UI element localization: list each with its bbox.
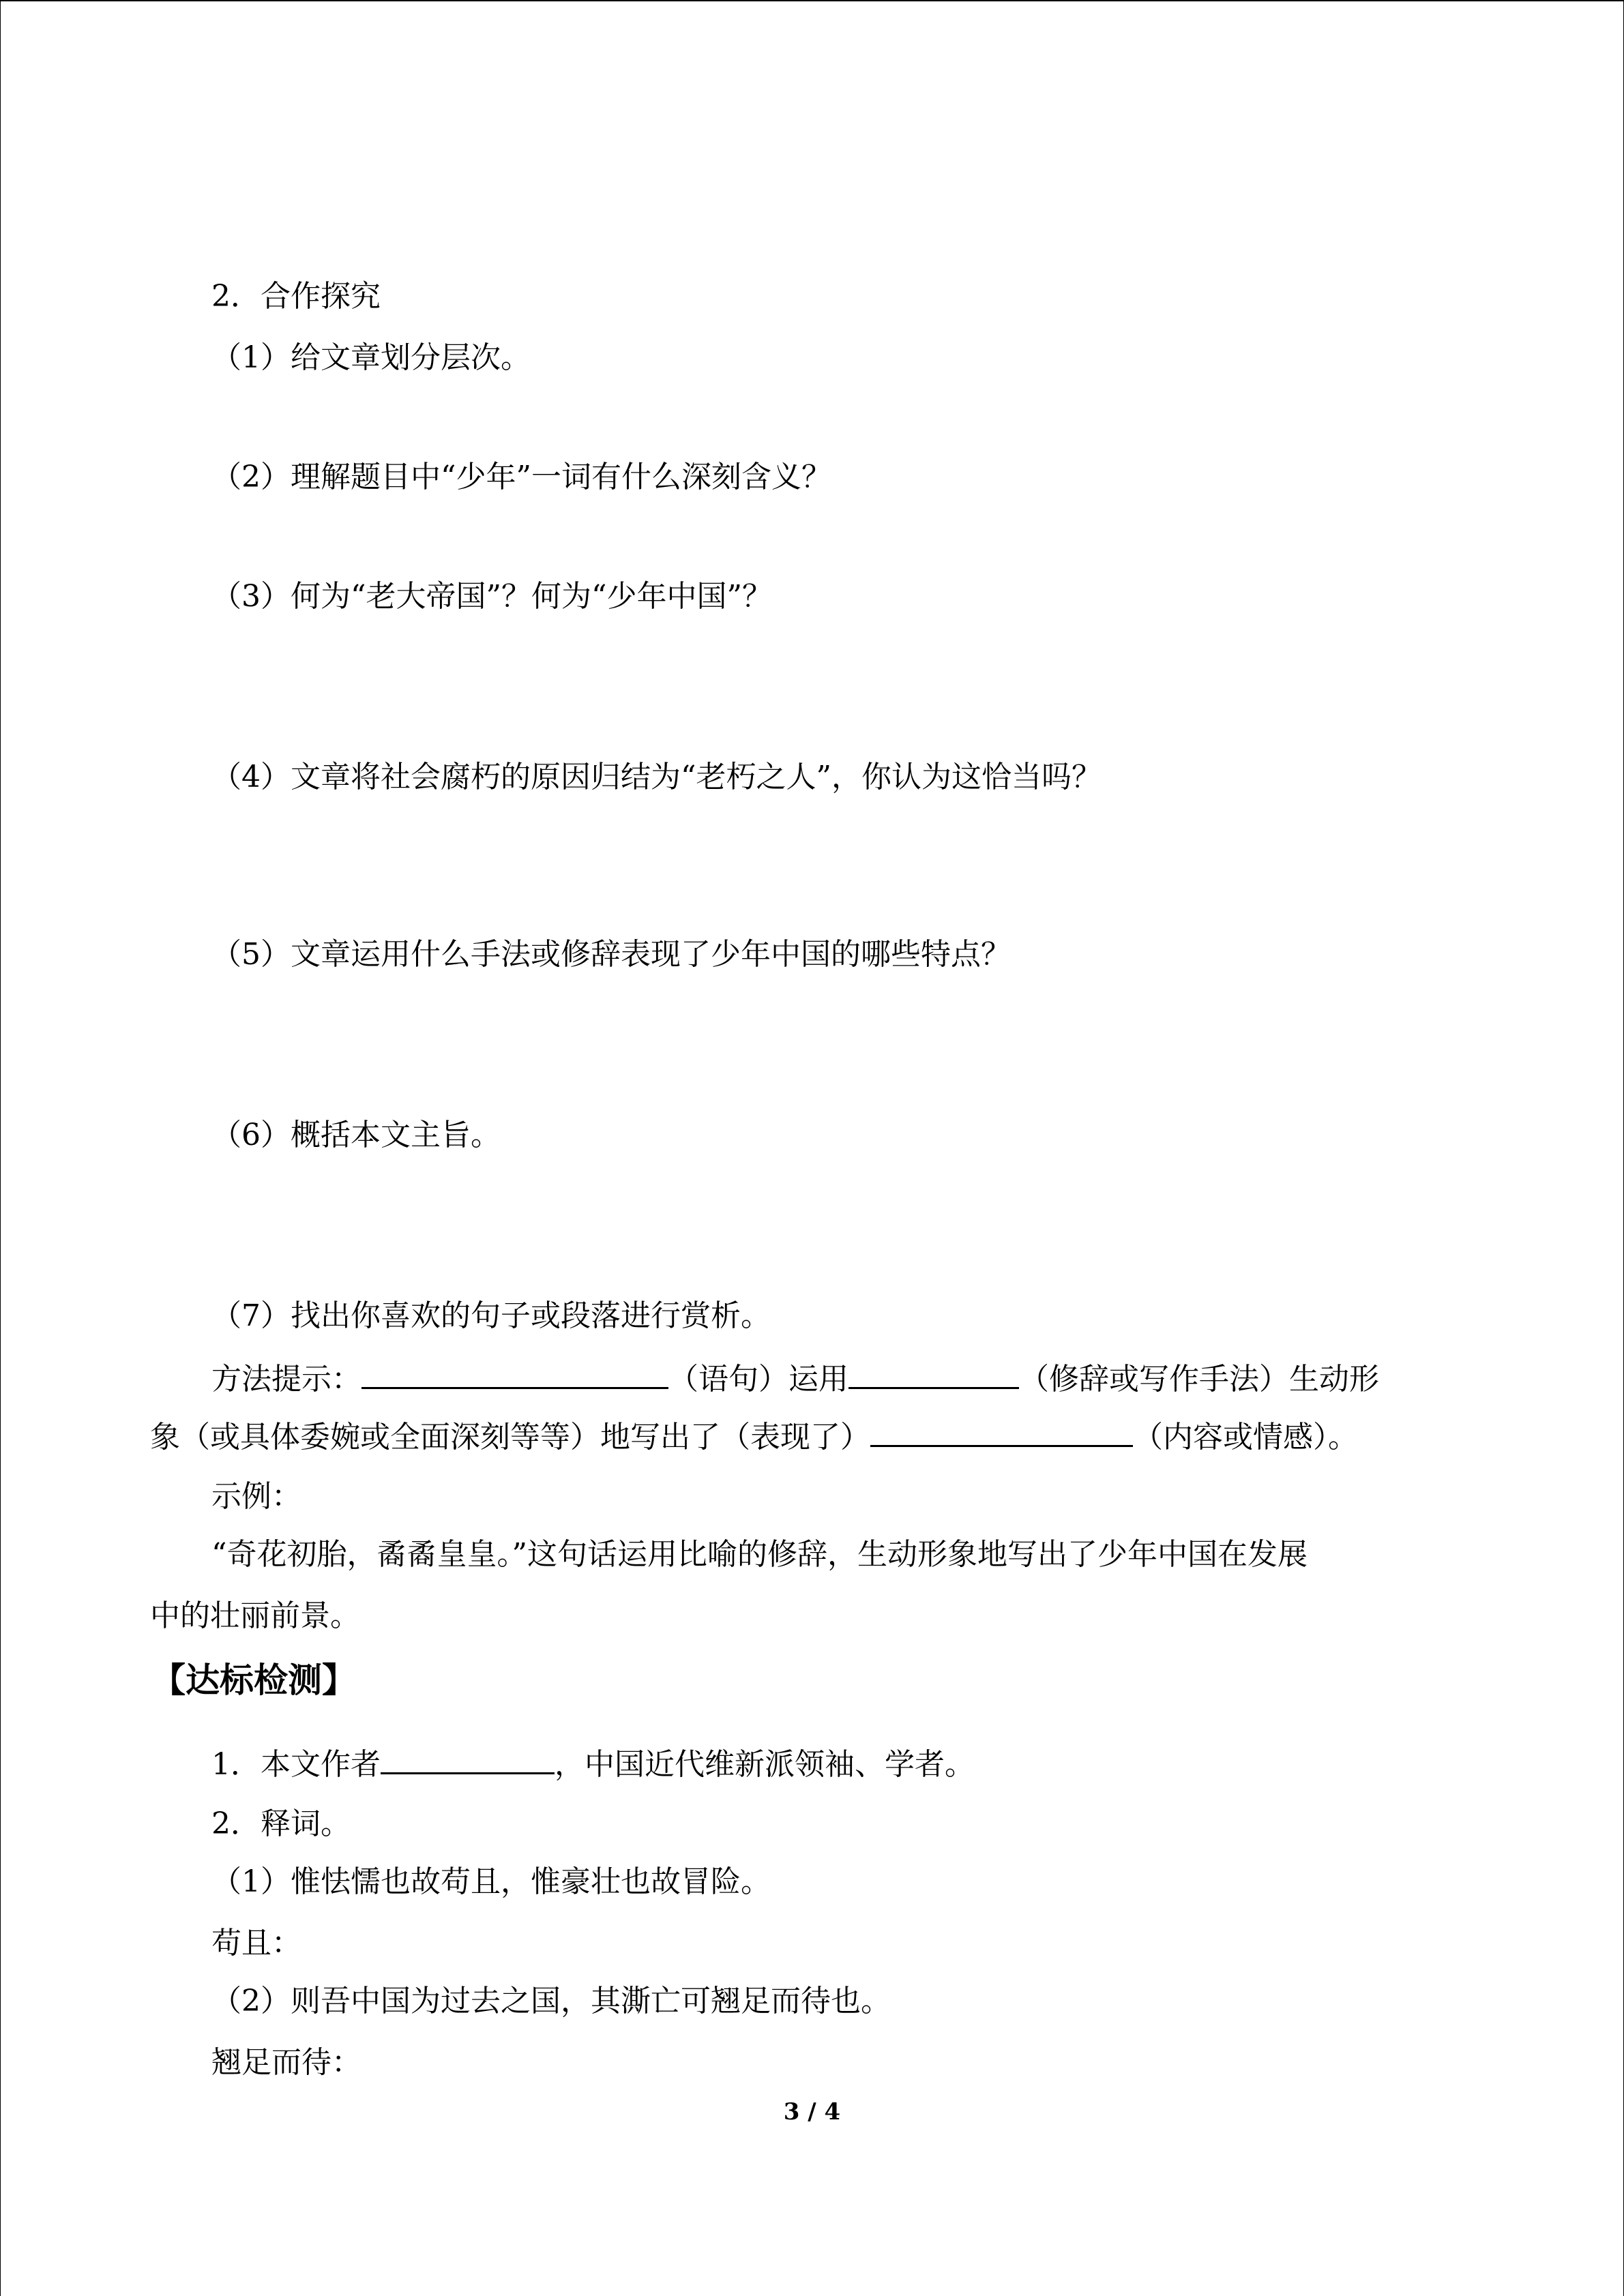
blank-technique[interactable]: [848, 1357, 1019, 1389]
example-line-2: 中的壮丽前景。: [150, 1598, 360, 1633]
blank-sentence[interactable]: [361, 1357, 668, 1389]
test-item-2-1: （1）惟怯懦也故苟且，惟豪壮也故冒险。: [211, 1864, 771, 1899]
test-item-1-after: ，中国近代维新派领袖、学者。: [555, 1747, 975, 1782]
test-item-1: [211, 1742, 975, 1785]
method-hint-part3: 象（或具体委婉或全面深刻等等）地写出了（表现了）: [150, 1420, 870, 1455]
example-label: 示例：: [211, 1479, 301, 1514]
test-item-2-2: （2）则吾中国为过去之国，其澌亡可翘足而待也。: [211, 1984, 891, 2018]
method-hint-part1: （语句）运用: [668, 1362, 848, 1397]
method-hint-line: [211, 1357, 1379, 1400]
question-4: （4）文章将社会腐朽的原因归结为“老朽之人”，你认为这恰当吗？: [211, 760, 1102, 794]
question-1: （1）给文章划分层次。: [211, 340, 531, 375]
page-number: 3 / 4: [783, 2098, 841, 2126]
blank-content[interactable]: [870, 1415, 1133, 1447]
test-item-2: 2．释词。: [211, 1806, 351, 1841]
example-line-1: “奇花初胎，矞矞皇皇。”这句话运用比喻的修辞，生动形象地写出了少年中国在发展: [211, 1537, 1308, 1572]
question-2: （2）理解题目中“少年”一词有什么深刻含义？: [211, 460, 831, 494]
question-3: （3）何为“老大帝国”？何为“少年中国”？: [211, 579, 772, 614]
method-hint-part2: （修辞或写作手法）生动形: [1019, 1362, 1379, 1397]
section-heading-test: 【达标检测】: [151, 1660, 356, 1700]
question-7: （7）找出你喜欢的句子或段落进行赏析。: [211, 1298, 771, 1333]
test-item-1-before: 1．本文作者: [211, 1747, 381, 1782]
question-5: （5）文章运用什么手法或修辞表现了少年中国的哪些特点？: [211, 937, 1011, 972]
test-item-2-1-term: 苟且：: [211, 1926, 301, 1960]
method-hint-part4: （内容或情感）。: [1133, 1420, 1358, 1455]
method-hint-line-2: [150, 1415, 1358, 1458]
method-hint-label: 方法提示：: [211, 1362, 361, 1397]
blank-author[interactable]: [381, 1742, 555, 1774]
question-6: （6）概括本文主旨。: [211, 1118, 501, 1152]
section-title-cooperate: 2．合作探究: [211, 279, 381, 314]
test-item-2-2-term: 翘足而待：: [211, 2045, 361, 2080]
